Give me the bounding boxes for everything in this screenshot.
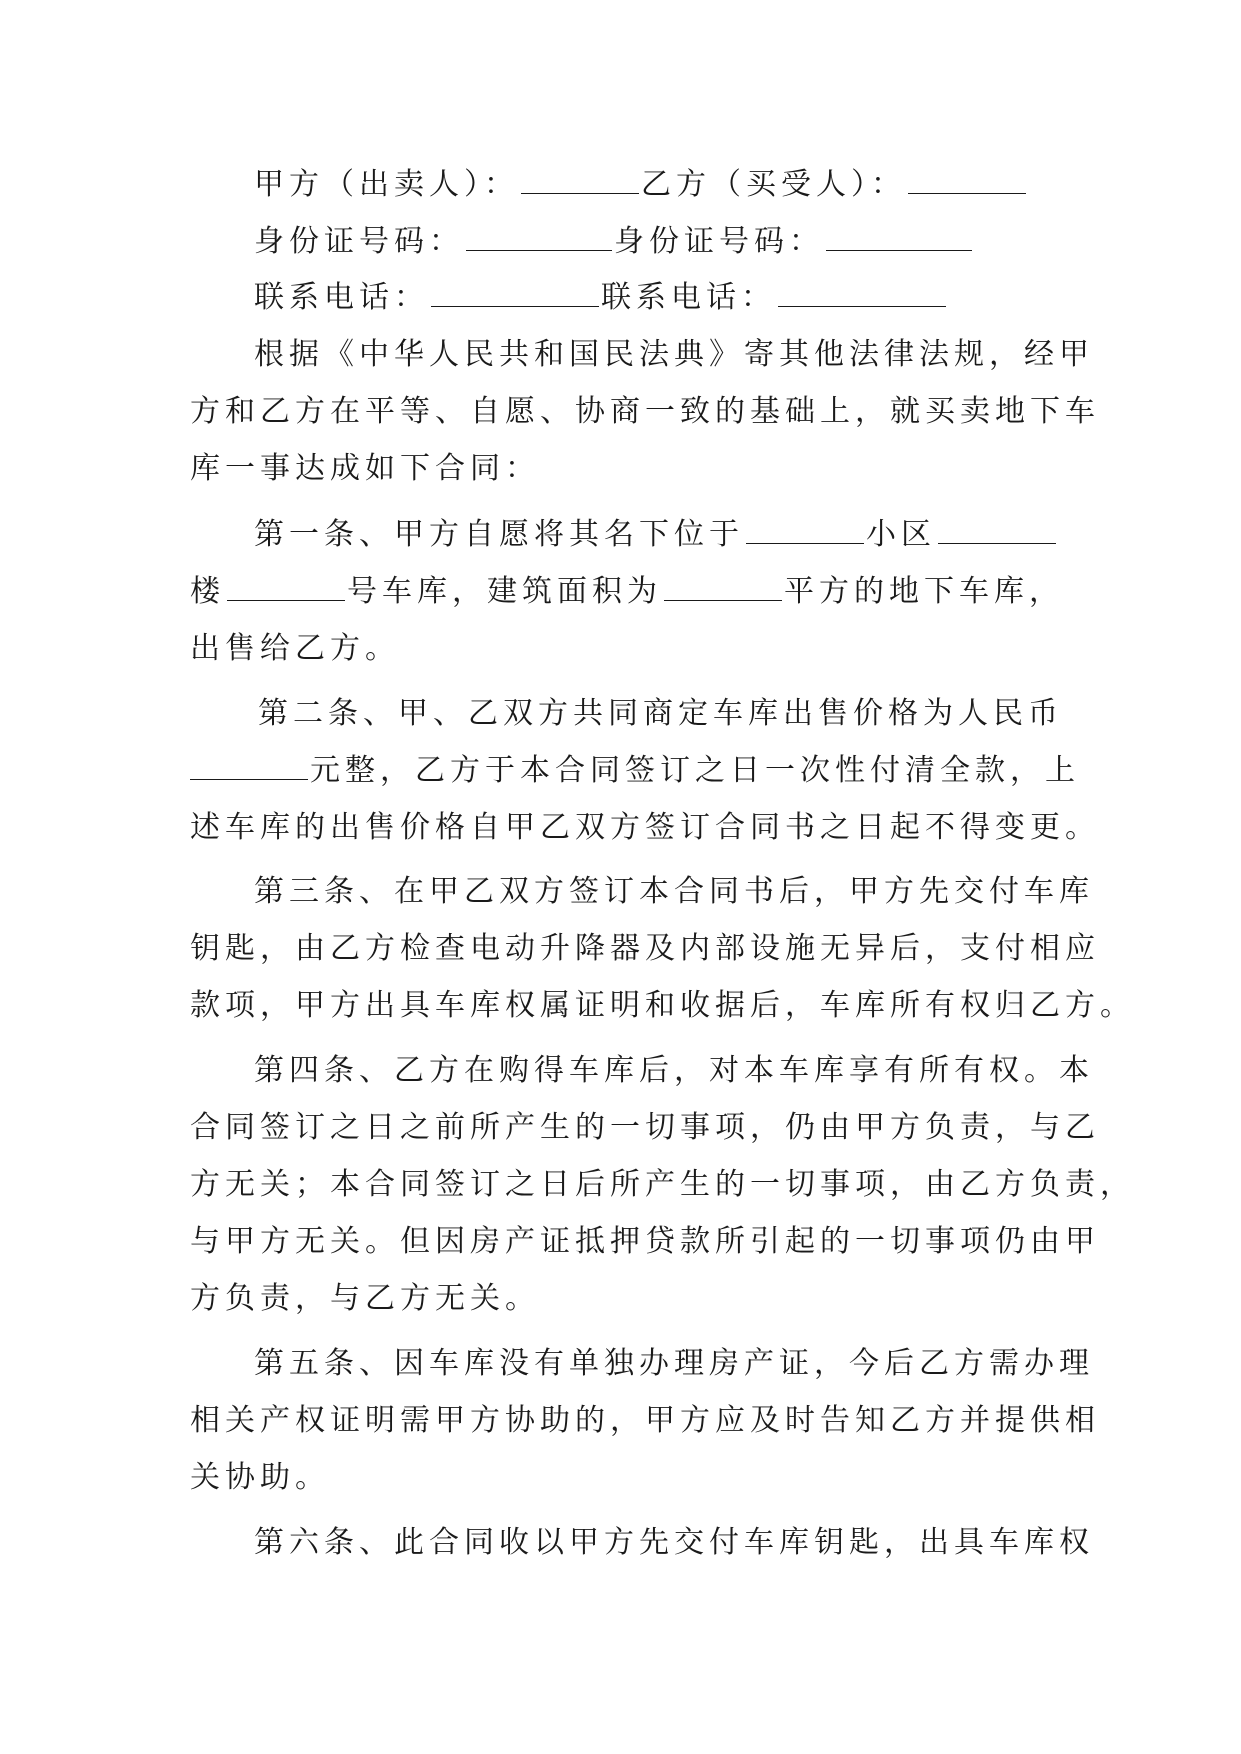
party-a-blank[interactable] (521, 157, 639, 194)
article6-line-1: 第六条、此合同收以甲方先交付车库钥匙，出具车库权 (254, 1525, 1094, 1560)
id-b-blank[interactable] (826, 214, 972, 251)
community-blank[interactable] (746, 507, 864, 544)
article5-line-1: 第五条、因车库没有单独办理房产证，今后乙方需办理 (254, 1346, 1094, 1381)
article2-line-1: 第二条、甲、乙双方共同商定车库出售价格为人民币 (258, 696, 1063, 731)
article1-line-2 (190, 562, 1064, 622)
article2-line-2-text: 元整，乙方于本合同签订之日一次性付清全款，上 (310, 753, 1080, 788)
article4-line-3: 方无关；本合同签订之日后所产生的一切事项，由乙方负责， (190, 1167, 1135, 1202)
article1-seg-4: 号车库，建筑面积为 (347, 574, 662, 609)
article3-line-2: 钥匙，由乙方检查电动升降器及内部设施无异后，支付相应 (190, 931, 1100, 966)
article3-line-1: 第三条、在甲乙双方签订本合同书后，甲方先交付车库 (254, 874, 1094, 909)
phone-b-blank[interactable] (778, 270, 946, 307)
building-blank[interactable] (938, 507, 1056, 544)
id-label-b: 身份证号码： (614, 224, 824, 259)
id-a-blank[interactable] (466, 214, 612, 251)
party-b-label: 乙方（买受人）： (641, 167, 906, 202)
article1-line-1 (254, 505, 1058, 565)
phone-label-a: 联系电话： (254, 280, 429, 315)
phone-label-b: 联系电话： (601, 280, 776, 315)
article1-line-3: 出售给乙方。 (190, 631, 400, 666)
party-line (254, 155, 1028, 215)
article5-line-3: 关协助。 (190, 1460, 330, 1495)
garage-number-blank[interactable] (227, 564, 345, 601)
article1-seg-3: 楼 (190, 574, 225, 609)
article1-seg-2: 小区 (866, 517, 936, 552)
party-b-blank[interactable] (908, 157, 1026, 194)
article4-line-2: 合同签订之日之前所产生的一切事项，仍由甲方负责，与乙 (190, 1110, 1100, 1145)
article3-line-3: 款项，甲方出具车库权属证明和收据后，车库所有权归乙方。 (190, 988, 1135, 1023)
intro-line-3: 库一事达成如下合同： (190, 451, 540, 486)
intro-line-1: 根据《中华人民共和国民法典》寄其他法律法规，经甲 (254, 337, 1094, 372)
price-blank[interactable] (190, 743, 308, 780)
party-a-label: 甲方（出卖人）： (254, 167, 519, 202)
phone-a-blank[interactable] (431, 270, 599, 307)
article1-seg-5: 平方的地下车库， (784, 574, 1064, 609)
phone-line (254, 268, 948, 328)
id-line (254, 212, 974, 272)
area-blank[interactable] (664, 564, 782, 601)
article4-line-4: 与甲方无关。但因房产证抵押贷款所引起的一切事项仍由甲 (190, 1224, 1100, 1259)
article4-line-5: 方负责，与乙方无关。 (190, 1281, 540, 1316)
article1-seg-1: 第一条、甲方自愿将其名下位于 (254, 517, 744, 552)
article4-line-1: 第四条、乙方在购得车库后，对本车库享有所有权。本 (254, 1053, 1094, 1088)
article5-line-2: 相关产权证明需甲方协助的，甲方应及时告知乙方并提供相 (190, 1403, 1100, 1438)
article2-line-2 (190, 741, 1080, 801)
article2-line-3: 述车库的出售价格自甲乙双方签订合同书之日起不得变更。 (190, 810, 1100, 845)
intro-line-2: 方和乙方在平等、自愿、协商一致的基础上，就买卖地下车 (190, 394, 1100, 429)
id-label-a: 身份证号码： (254, 224, 464, 259)
